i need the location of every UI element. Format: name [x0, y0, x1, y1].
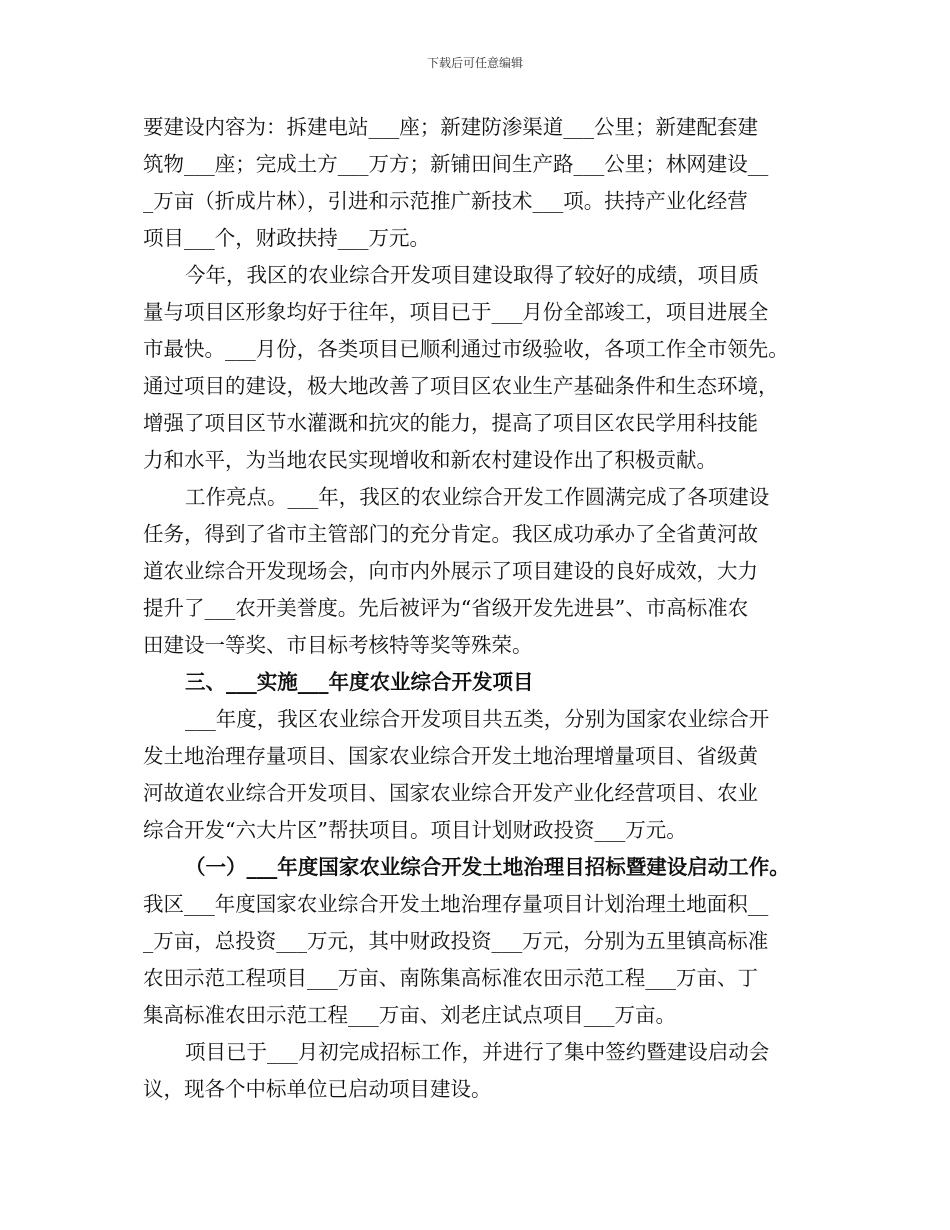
section-heading: 三、___实施___年度农业综合开发项目 — [185, 670, 534, 694]
body-line: 发土地治理存量项目、国家农业综合开发土地治理增量项目、省级黄 — [143, 744, 758, 768]
body-line: 市最快。___月份，各类项目已顺利通过市级验收，各项工作全市领先。 — [143, 337, 789, 361]
body-line: 项目已于___月初完成招标工作，并进行了集中签约暨建设启动会 — [185, 1040, 770, 1064]
body-line: 量与项目区形象均好于往年，项目已于___月份全部竣工，项目进展全 — [143, 300, 769, 324]
body-line: 筑物___座；完成土方___万方；新铺田间生产路___公里；林网建设__ — [143, 152, 769, 176]
body-line: 我区___年度国家农业综合开发土地治理存量项目计划治理土地面积__ — [143, 892, 769, 916]
body-line: 河故道农业综合开发项目、国家农业综合开发产业化经营项目、农业 — [143, 781, 758, 805]
page-header: 下载后可任意编辑 — [426, 56, 523, 70]
body-line: 任务，得到了省市主管部门的充分肯定。我区成功承办了全省黄河故 — [143, 522, 758, 546]
subsection-heading: （一）___年度国家农业综合开发土地治理目招标暨建设启动工作。 — [185, 855, 790, 879]
body-line: ___年度，我区农业综合开发项目共五类，分别为国家农业综合开 — [185, 707, 770, 731]
body-line: 农田示范工程项目___万亩、南陈集高标准农田示范工程___万亩、丁 — [143, 966, 758, 990]
body-line: 田建设一等奖、市目标考核特等奖等殊荣。 — [143, 633, 533, 657]
body-line: 工作亮点。___年，我区的农业综合开发工作圆满完成了各项建设 — [185, 485, 770, 509]
body-line: _万亩（折成片林），引进和示范推广新技术___项。扶持产业化经营 — [143, 189, 748, 213]
body-line: _万亩，总投资___万元，其中财政投资___万元，分别为五里镇高标准 — [143, 929, 769, 953]
body-line: 力和水平，为当地农民实现增收和新农村建设作出了积极贡献。 — [143, 448, 717, 472]
body-line: 道农业综合开发现场会，向市内外展示了项目建设的良好成效，大力 — [143, 559, 758, 583]
body-line: 增强了项目区节水灌溉和抗灾的能力，提高了项目区农民学用科技能 — [143, 411, 758, 435]
body-line: 提升了___农开美誉度。先后被评为“省级开发先进县”、市高标准农 — [143, 596, 749, 620]
body-line: 议，现各个中标单位已启动项目建设。 — [143, 1077, 492, 1101]
body-line: 项目___个，财政扶持___万元。 — [143, 226, 430, 250]
body-line: 今年，我区的农业综合开发项目建设取得了较好的成绩，项目质 — [185, 263, 759, 287]
body-line: 综合开发“六大片区”帮扶项目。项目计划财政投资___万元。 — [143, 818, 687, 842]
body-line: 通过项目的建设，极大地改善了项目区农业生产基础条件和生态环境， — [143, 374, 779, 398]
body-line: 要建设内容为：拆建电站___座；新建防渗渠道___公里；新建配套建 — [143, 115, 758, 139]
body-line: 集高标准农田示范工程___万亩、刘老庄试点项目___万亩。 — [143, 1003, 676, 1027]
